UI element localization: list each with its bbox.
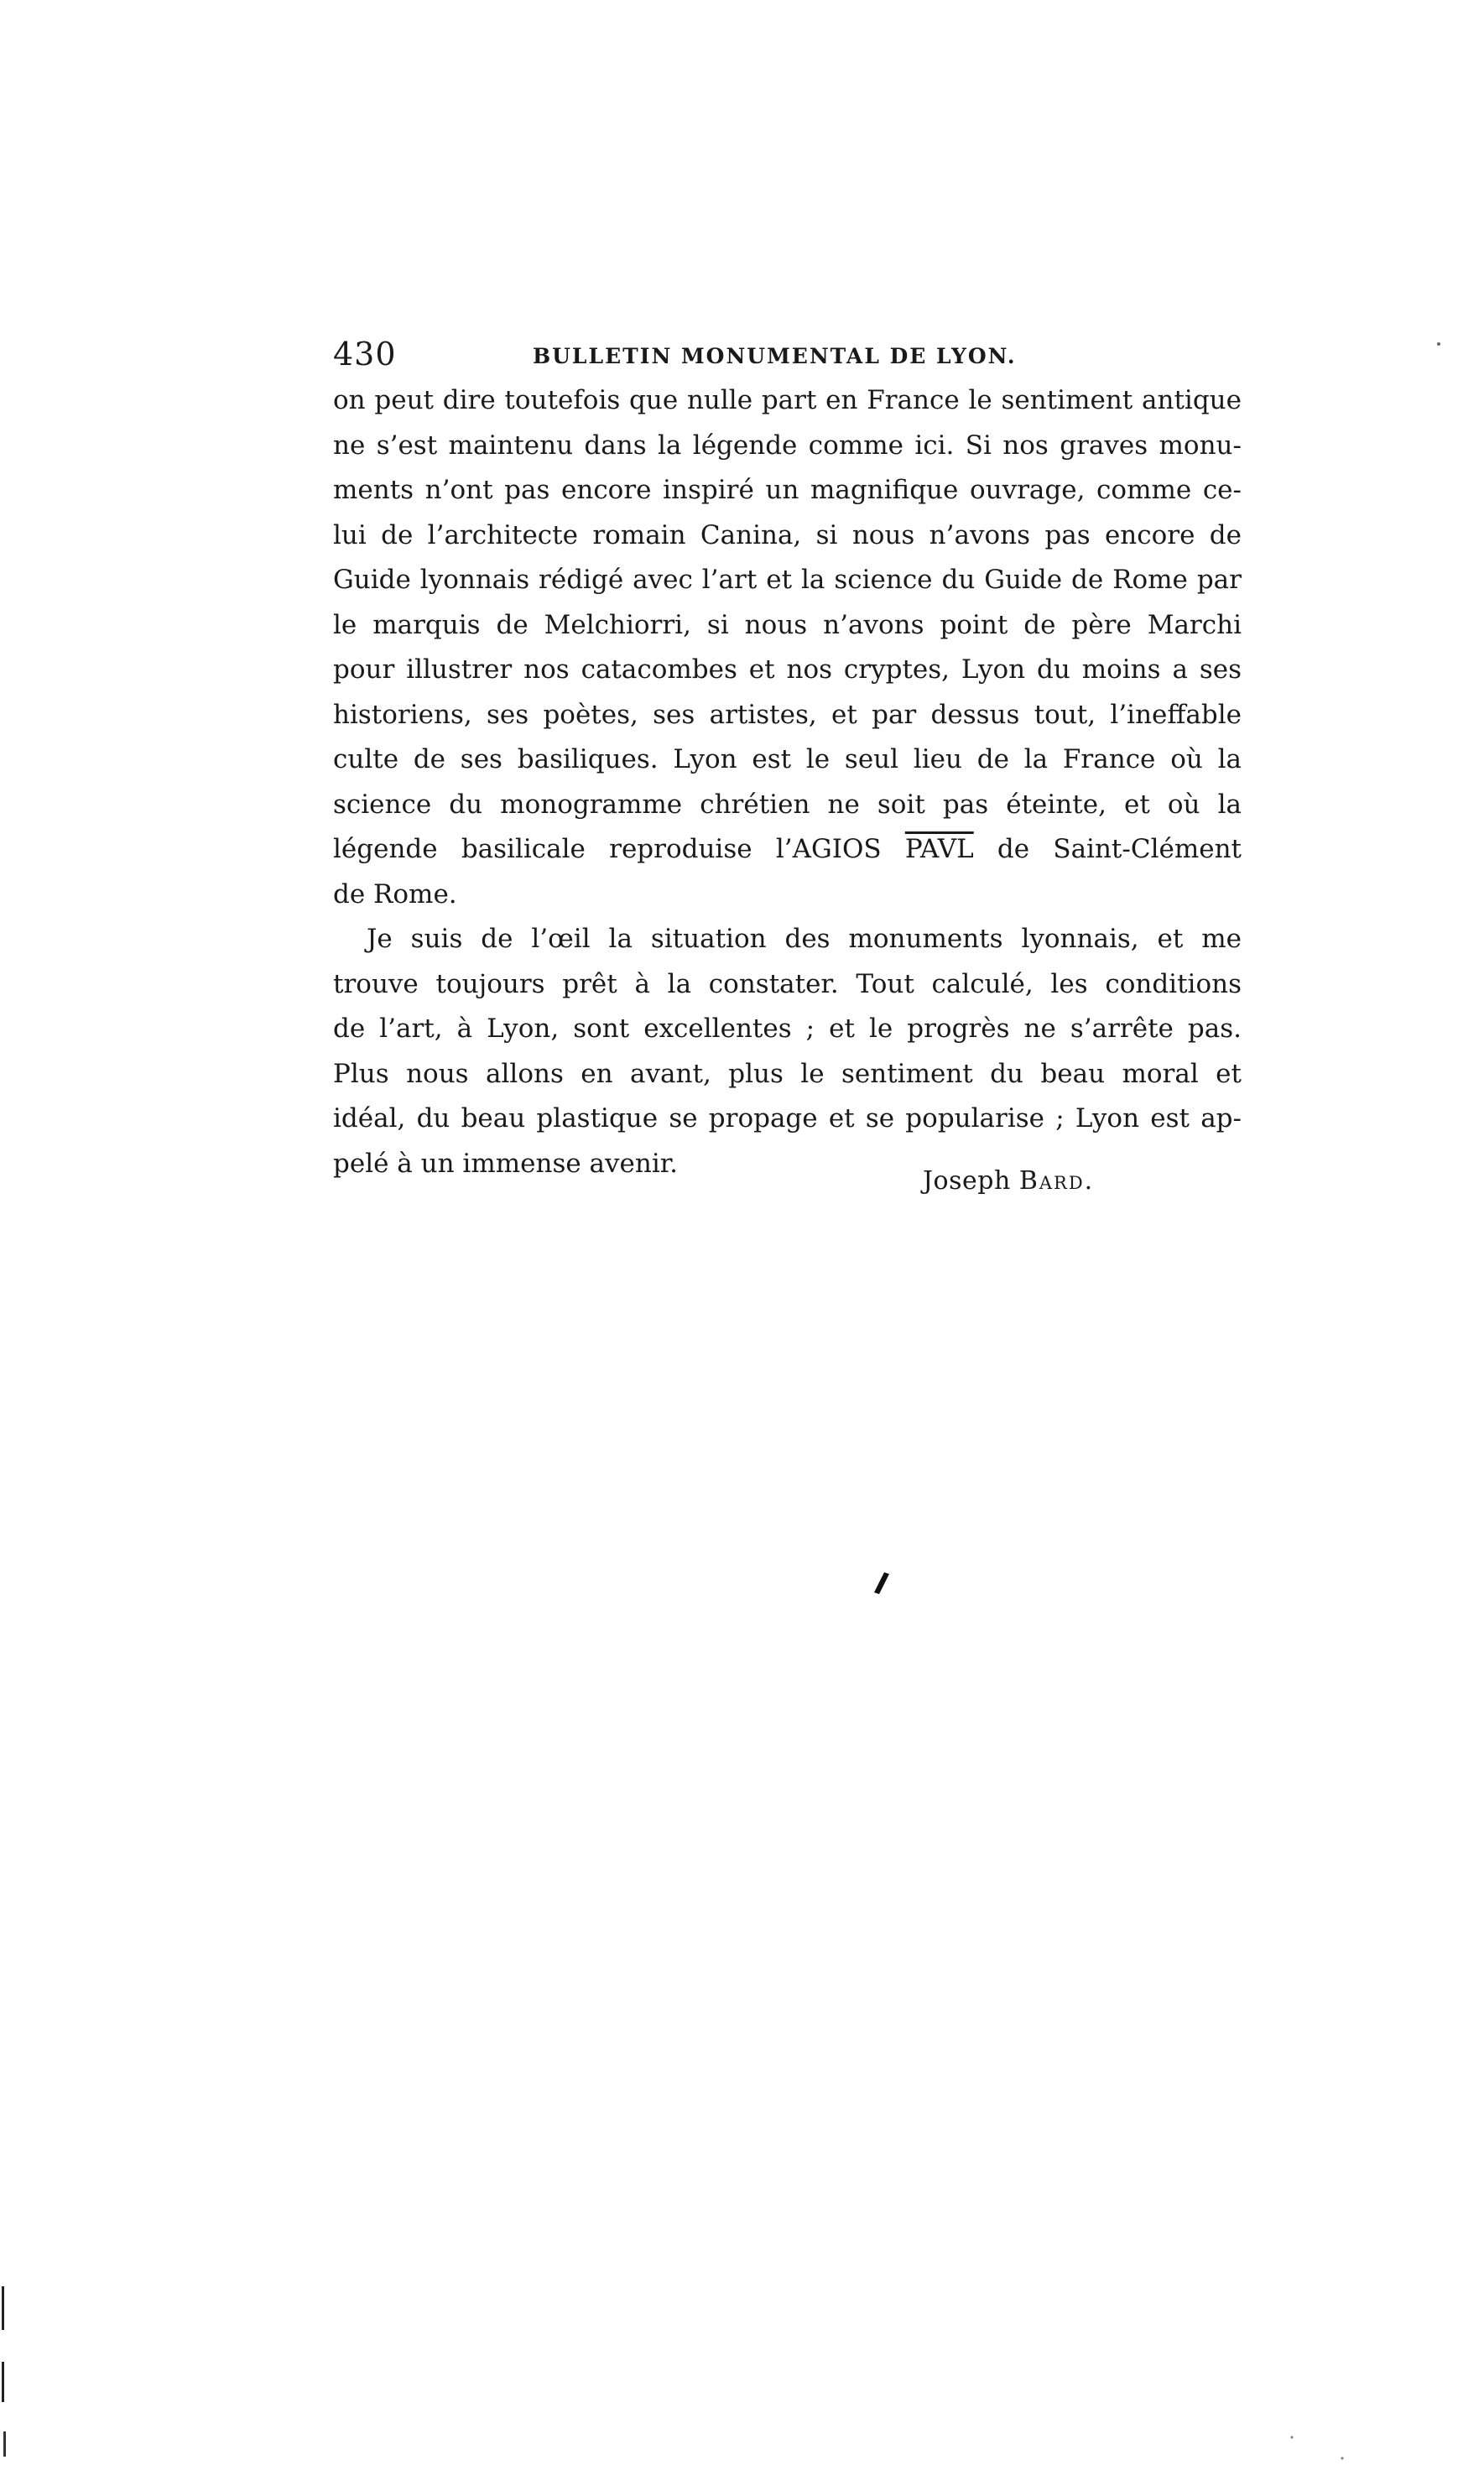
text-line: ments n’ont pas encore inspiré un magnifique ouvrage, comme ce- bbox=[333, 475, 1242, 505]
inscription-prefix: légende basilicale reproduise l’AGIOS bbox=[333, 834, 905, 864]
margin-mark bbox=[2, 2362, 4, 2402]
inscription-overlined: PAVL bbox=[904, 834, 974, 864]
text-line: lui de l’architecte romain Canina, si nous n’avons pas encore de bbox=[333, 519, 1242, 550]
author-last-name: Bard. bbox=[1018, 1166, 1095, 1196]
text-line: pour illustrer nos catacombes et nos cryptes, Lyon du moins a ses bbox=[333, 654, 1242, 685]
text-line: Plus nous allons en avant, plus le sentiment du beau moral et bbox=[333, 1058, 1242, 1089]
text-line: de l’art, à Lyon, sont excellentes ; et le progrès ne s’arrête pas. bbox=[333, 1014, 1242, 1044]
text-line: ne s’est maintenu dans la légende comme ici. Si nos graves monu- bbox=[333, 430, 1242, 461]
text-line: Guide lyonnais rédigé avec l’art et la science du Guide de Rome par bbox=[333, 565, 1242, 595]
margin-mark bbox=[3, 2431, 6, 2457]
inscription-suffix: de Saint-Clément bbox=[973, 834, 1242, 864]
dust-speck bbox=[1291, 2436, 1294, 2439]
text-line: historiens, ses poètes, ses artistes, et par dessus tout, l’ineffable bbox=[333, 699, 1242, 730]
text-line: science du monogramme chrétien ne soit pas éteinte, et où la bbox=[333, 789, 1242, 820]
text-line: trouve toujours prêt à la constater. Tout calculé, les conditions bbox=[333, 968, 1242, 999]
text-line: pelé à un immense avenir. bbox=[333, 1148, 679, 1179]
text-line: on peut dire toutefois que nulle part en France le sentiment antique bbox=[333, 385, 1242, 415]
margin-mark bbox=[2, 2286, 4, 2330]
text-line: idéal, du beau plastique se propage et se popularise ; Lyon est ap- bbox=[333, 1103, 1242, 1133]
text-line: de Rome. bbox=[333, 878, 457, 909]
ink-speck bbox=[874, 1572, 889, 1594]
running-title: BULLETIN MONUMENTAL DE LYON. bbox=[533, 344, 1017, 368]
text-line: le marquis de Melchiorri, si nous n’avons point de père Marchi bbox=[333, 609, 1242, 640]
dust-speck bbox=[1341, 2457, 1344, 2460]
page-number: 430 bbox=[333, 336, 397, 373]
dust-speck bbox=[1437, 342, 1440, 346]
text-line: culte de ses basiliques. Lyon est le seul lieu de la France où la bbox=[333, 744, 1242, 774]
text-line: Je suis de l’œil la situation des monuments lyonnais, et me bbox=[367, 924, 1242, 954]
author-first-name: Joseph bbox=[923, 1166, 1011, 1196]
